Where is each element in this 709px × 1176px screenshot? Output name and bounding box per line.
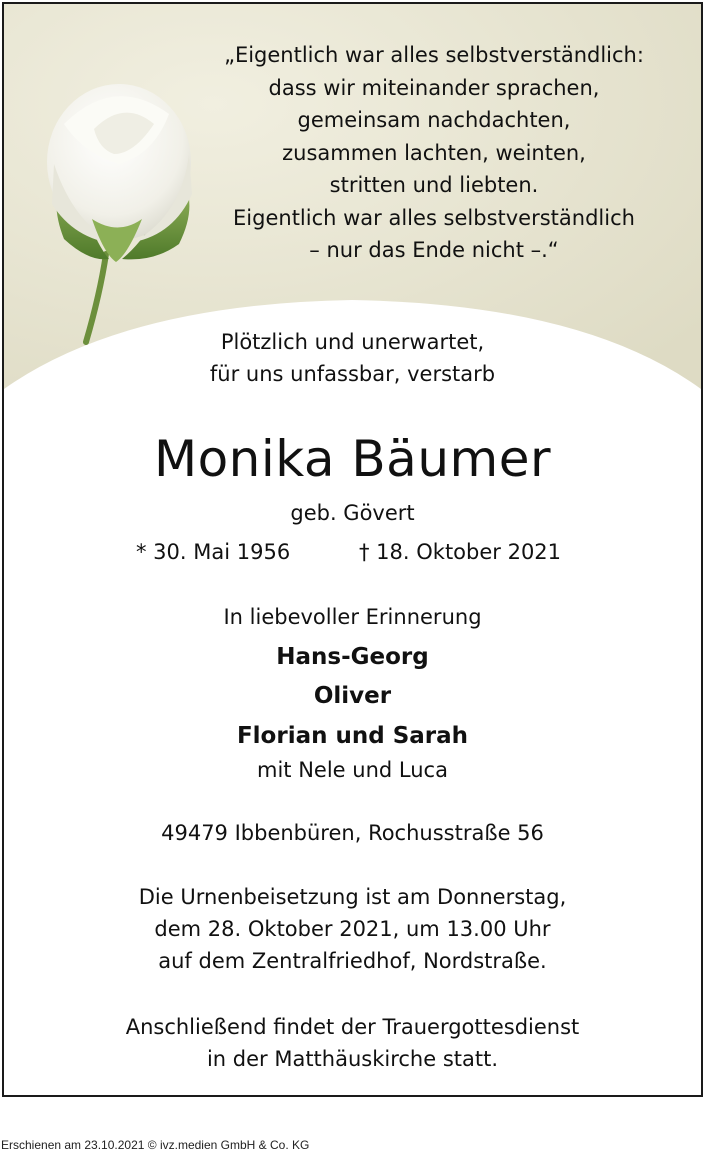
intro-line: Plötzlich und unerwartet, — [220, 330, 485, 354]
birth-date: * 30. Mai 1956 — [136, 540, 291, 564]
obituary-notice — [2, 2, 703, 1097]
address: 49479 Ibbenbüren, Rochusstraße 56 — [161, 821, 544, 845]
service-info — [4, 1011, 701, 1075]
quote-line: Eigentlich war alles selbstverständlich — [233, 205, 635, 230]
quote-line: stritten und liebten. — [329, 173, 539, 197]
burial-info — [4, 881, 701, 977]
quote-line: dass wir miteinander sprachen, — [268, 75, 600, 100]
intro-text — [4, 326, 701, 390]
burial-line: auf dem Zentralfriedhof, Nordstraße. — [158, 949, 547, 973]
service-line: Anschließend findet der Trauergottesdienst — [125, 1015, 580, 1039]
quote — [194, 39, 674, 267]
mourner-sub: mit Nele und Luca — [257, 758, 448, 782]
death-date: † 18. Oktober 2021 — [359, 540, 562, 564]
quote-line: gemeinsam nachdachten, — [297, 108, 571, 132]
burial-line: dem 28. Oktober 2021, um 13.00 Uhr — [154, 917, 551, 941]
service-line: in der Matthäuskirche statt. — [206, 1047, 499, 1071]
mourner-name: Hans-Georg — [276, 644, 429, 670]
mourner-name: Oliver — [313, 683, 392, 709]
mourner-name: Florian und Sarah — [236, 723, 469, 749]
intro-line: für uns unfassbar, verstarb — [209, 362, 496, 386]
quote-line: – nur das Ende nicht –.“ — [309, 238, 559, 262]
quote-line: „Eigentlich war alles selbstverständlich: — [224, 43, 644, 67]
burial-line: Die Urnenbeisetzung ist am Donnerstag, — [138, 885, 567, 909]
maiden-name: geb. Gövert — [290, 501, 415, 525]
publication-credit: Erschienen am 23.10.2021 © ivz.medien GmbH & Co. KG — [1, 1138, 310, 1152]
deceased-name: Monika Bäumer — [153, 430, 552, 488]
memory-intro: In liebevoller Erinnerung — [223, 605, 482, 629]
quote-line: zusammen lachten, weinten, — [282, 140, 586, 165]
